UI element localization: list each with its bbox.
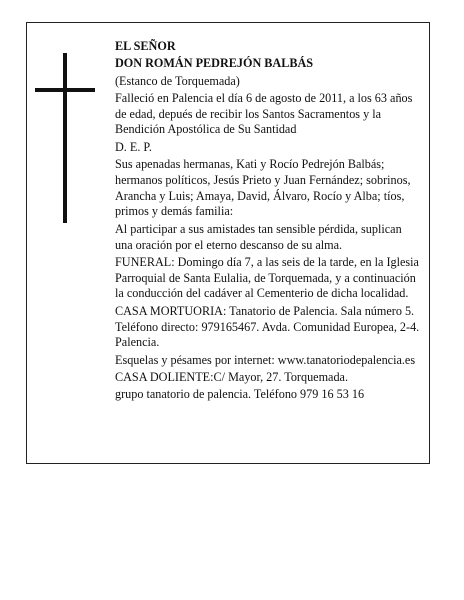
deceased-name: DON ROMÁN PEDREJÓN BALBÁS <box>115 56 314 71</box>
death-announcement: Falleció en Palencia el día 6 de agosto de 2011, a los 63 años de edad, depués de recibir los Santos Sacramentos y la Bendición Apostólica de Su Santidad <box>115 90 413 137</box>
footer-line: grupo tanatorio de palencia. Teléfono 979 16 53 16 <box>115 387 365 402</box>
cross-horizontal-bar <box>35 88 95 92</box>
family-list: Sus apenadas hermanas, Kati y Rocío Pedrejón Balbás; hermanos políticos, Jesús Prieto y Juan Fernández; sobrinos, Arancha y Luis; Amaya, David, Álvaro, Rocío y Alba; tíos, primos y demás familia: <box>115 157 411 219</box>
mourning-house: CASA DOLIENTE:C/ Mayor, 27. Torquemada. <box>115 369 349 384</box>
dep: D. E. P. <box>115 139 152 154</box>
funeral-info: FUNERAL: Domingo día 7, a las seis de la tarde, en la Iglesia Parroquial de Santa Eulalia, de Torquemada, y a continuación la conducción del cadáver al Cementerio de dicha localidad. <box>115 254 419 301</box>
title-line-1: EL SEÑOR <box>115 39 176 53</box>
notice-text <box>115 39 421 405</box>
internet-info: Esquelas y pésames por internet: www.tanatoriodepalencia.es <box>115 352 416 367</box>
cross-icon <box>35 53 95 223</box>
mortuary-info: CASA MORTUORIA: Tanatorio de Palencia. Sala número 5. Teléfono directo: 979165467. Avda. Comunidad Europea, 2-4. Palencia. <box>115 303 420 350</box>
cross-vertical-bar <box>63 53 67 223</box>
prayer-request: Al participar a sus amistades tan sensible pérdida, suplican una oración por el eterno descanso de su alma. <box>115 221 402 252</box>
obituary-notice <box>26 22 430 464</box>
subtitle: (Estanco de Torquemada) <box>115 73 240 88</box>
